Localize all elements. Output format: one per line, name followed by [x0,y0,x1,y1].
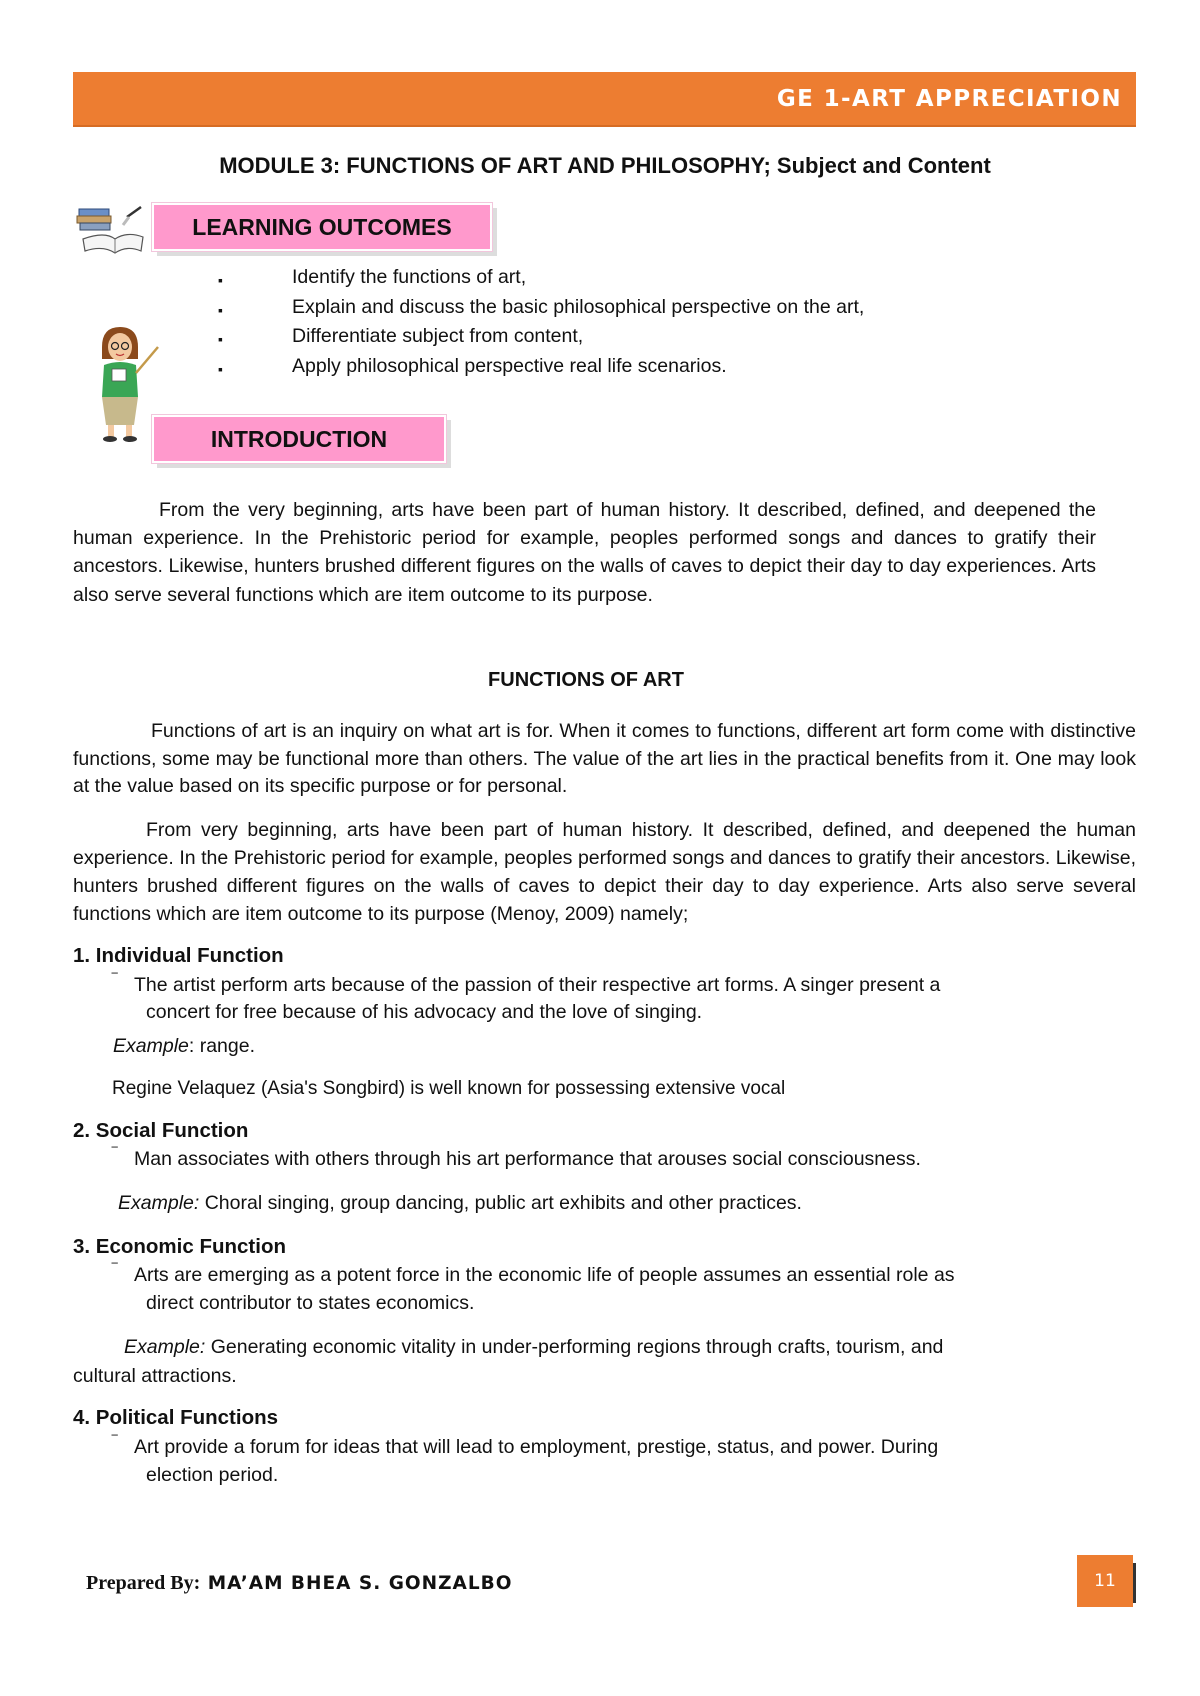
bullet-icon: ▪ [218,331,223,347]
introduction-tag: INTRODUCTION [152,415,446,463]
learning-outcomes-tag: LEARNING OUTCOMES [152,203,492,251]
functions-paragraph-2: From very beginning, arts have been part of human history. It described, defined, and deepened the human experience. In the Prehistoric period for example, peoples performed songs and dances to gratify their ancestors. Likewise, hunters brushed different figures on the walls of caves to depict their day to day experience. Arts also serve several functions which are item outcome to its purpose (Menoy, 2009) namely; [73,819,1136,925]
individual-line-2: concert for free because of his advocacy and the love of singing. [146,1001,703,1023]
footer-prepared-by [86,1572,512,1595]
outcome-text: Differentiate subject from content, [292,325,584,347]
outcome-text: Apply philosophical perspective real life scenarios. [292,354,727,377]
prepared-by-label: Prepared By: [86,1572,201,1594]
social-line-1: Man associates with others through his art performance that arouses social consciousness. [134,1148,921,1170]
individual-function-heading: 1. Individual Function [73,944,284,967]
economic-example [124,1336,943,1359]
example-label: Example [113,1035,189,1057]
individual-line-1: The artist perform arts because of the passion of their respective art forms. A singer present a [134,974,941,996]
example-text: Choral singing, group dancing, public art exhibits and other practices. [199,1192,802,1214]
header-title: GE 1-ART APPRECIATION [776,86,1122,112]
bullet-icon: ▪ [218,301,223,318]
page-number-edge [1133,1563,1136,1603]
outcome-text: Identify the functions of art, [292,266,527,288]
dash-icon: ‾ [112,1434,118,1451]
social-function-heading: 2. Social Function [73,1119,249,1142]
political-line-2: election period. [146,1464,279,1486]
module-title: MODULE 3: FUNCTIONS OF ART AND PHILOSOPHY; Subject and Content [219,153,991,178]
section-title: FUNCTIONS OF ART [488,669,684,691]
social-example [118,1192,802,1215]
economic-line-2: direct contributor to states economics. [146,1292,475,1314]
economic-line-1: Arts are emerging as a potent force in the economic life of people assumes an essential role as [134,1264,955,1286]
economic-function-heading: 3. Economic Function [73,1235,286,1258]
example-label: Example: [124,1336,206,1358]
example-label: Example: [118,1192,200,1214]
dash-icon: ‾ [112,972,118,989]
individual-example [113,1035,255,1058]
example-text: Generating economic vitality in under-performing regions through crafts, tourism, and [205,1336,944,1358]
dash-icon: ‾ [112,1146,118,1163]
individual-extra-line: Regine Velaquez (Asia's Songbird) is well known for possessing extensive vocal [112,1078,786,1099]
functions-paragraph-1: Functions of art is an inquiry on what art is for. When it comes to functions, different art form come with distinctive functions, some may be functional more than others. The value of the art lies in the practical benefits from it. One may look at the value based on its specific purpose or for personal. [73,720,1136,797]
outcome-text: Explain and discuss the basic philosophical perspective on the art, [292,295,865,318]
bullet-icon: ▪ [218,272,223,288]
political-function-heading: 4. Political Functions [73,1406,279,1429]
example-text: : range. [188,1035,256,1057]
prepared-by-name: MA’AM BHEA S. GONZALBO [200,1573,513,1594]
economic-example-line-2: cultural attractions. [73,1365,237,1387]
bullet-icon: ▪ [218,360,223,377]
books-icon [75,203,147,258]
political-line-1: Art provide a forum for ideas that will lead to employment, prestige, status, and power. During [134,1436,939,1458]
page-number: 11 [1077,1555,1133,1607]
dash-icon: ‾ [112,1262,118,1279]
header-bar [73,72,1136,127]
introduction-paragraph: From the very beginning, arts have been part of human history. It described, defined, and deepened the human experience. In the Prehistoric period for example, peoples performed songs and dances to gratify their ancestors. Likewise, hunters brushed different figures on the walls of caves to depict their day to day experiences. Arts also serve several functions which are item outcome to its purpose. [73,499,1096,606]
